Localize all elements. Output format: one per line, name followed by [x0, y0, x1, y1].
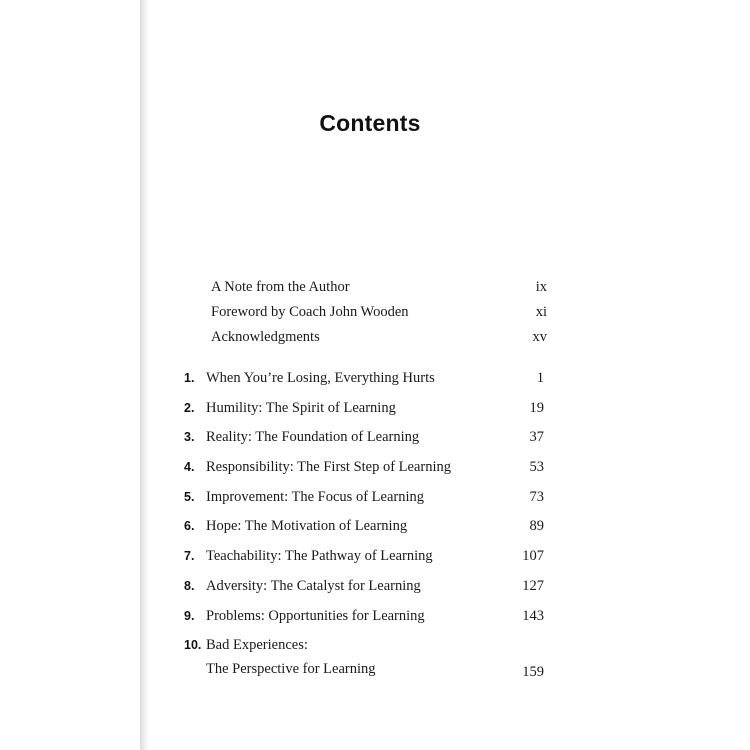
chapter-number: 2. — [184, 400, 195, 415]
chapter-page: 89 — [529, 518, 544, 535]
chapter-number: 5. — [184, 489, 195, 504]
chapter-page: 143 — [522, 607, 544, 624]
entry-title: A Note from the Author — [211, 279, 350, 295]
chapter-number: 4. — [184, 460, 195, 475]
chapter-title: Responsibility: The First Step of Learning — [206, 459, 452, 476]
chapter-page: 53 — [529, 459, 544, 476]
chapter-page: 37 — [529, 429, 544, 446]
chapter-entry — [184, 489, 544, 519]
chapter-title: Teachability: The Pathway of Learning — [206, 548, 433, 565]
chapter-title: Problems: Opportunities for Learning — [206, 607, 425, 624]
front-matter-list — [211, 279, 547, 354]
front-matter-entry — [211, 329, 547, 354]
chapter-title — [206, 637, 522, 685]
chapter-title: Humility: The Spirit of Learning — [206, 399, 396, 416]
chapter-number: 8. — [184, 578, 195, 593]
chapter-number: 1. — [184, 371, 195, 385]
chapter-number: 6. — [184, 519, 195, 534]
entry-title: Foreword by Coach John Wooden — [211, 304, 409, 320]
chapter-entry — [184, 370, 544, 400]
entry-page: xv — [532, 329, 547, 345]
chapter-entry — [184, 429, 544, 459]
entry-page: ix — [535, 279, 547, 295]
chapter-number: 9. — [184, 608, 195, 623]
chapter-number: 3. — [184, 430, 195, 445]
chapter-entry — [184, 459, 544, 489]
chapter-list — [184, 370, 544, 685]
chapter-page: 127 — [522, 577, 544, 594]
chapter-page: 19 — [529, 399, 544, 416]
chapter-entry — [184, 400, 544, 430]
page-title: Contents — [319, 110, 421, 136]
chapter-entry — [184, 548, 544, 578]
entry-page: xi — [535, 304, 547, 320]
chapter-title: Improvement: The Focus of Learning — [206, 488, 424, 505]
chapter-number: 10. — [184, 638, 202, 653]
chapter-entry — [184, 637, 544, 685]
chapter-title-line: Bad Experiences: — [206, 637, 308, 654]
chapter-page: 73 — [529, 488, 544, 505]
chapter-title: Adversity: The Catalyst for Learning — [206, 577, 421, 594]
entry-title: Acknowledgments — [211, 329, 320, 345]
chapter-title: Reality: The Foundation of Learning — [206, 429, 420, 446]
chapter-page: 1 — [536, 370, 544, 386]
chapter-entry — [184, 608, 544, 638]
front-matter-entry — [211, 279, 547, 304]
chapter-number: 7. — [184, 549, 195, 564]
chapter-title: Hope: The Motivation of Learning — [206, 518, 408, 535]
chapter-page: 159 — [522, 664, 544, 681]
chapter-entry — [184, 518, 544, 548]
chapter-title: When You’re Losing, Everything Hurts — [206, 370, 435, 386]
chapter-title-line: The Perspective for Learning — [206, 661, 376, 678]
chapter-entry — [184, 578, 544, 608]
front-matter-entry — [211, 304, 547, 329]
chapter-page: 107 — [522, 548, 544, 565]
